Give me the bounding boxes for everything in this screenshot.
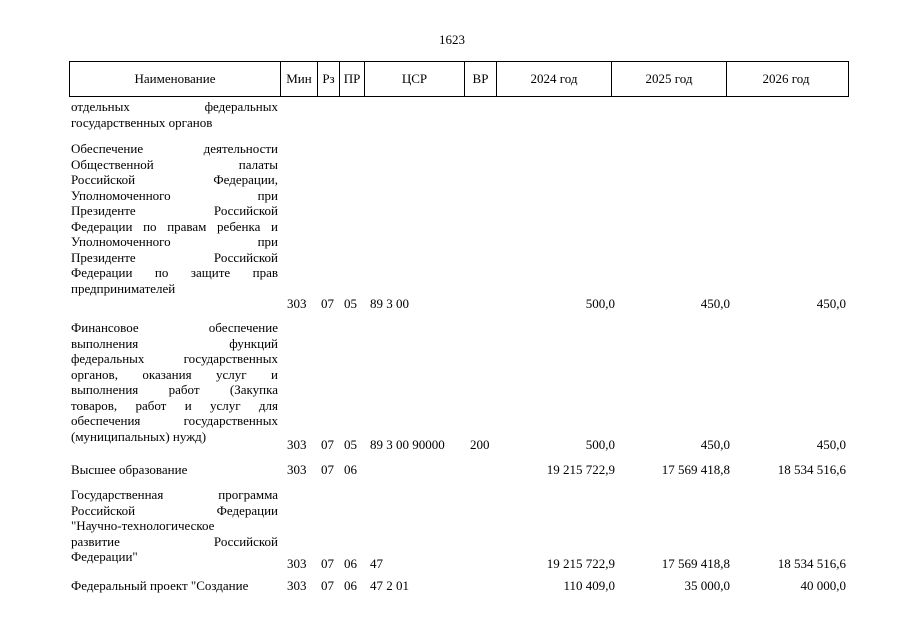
cell-rz: 07 xyxy=(321,437,334,452)
cell-2026: 18 534 516,6 xyxy=(777,556,846,571)
cell-2025: 35 000,0 xyxy=(684,578,730,593)
cell-pr: 06 xyxy=(344,578,357,593)
header-2024: 2024 год xyxy=(497,62,612,96)
cell-2024: 500,0 xyxy=(585,437,615,452)
header-rz: Рз xyxy=(318,62,340,96)
cell-2026: 450,0 xyxy=(816,296,846,311)
cell-csr: 47 2 01 xyxy=(370,578,409,593)
cell-csr: 89 3 00 xyxy=(370,296,409,311)
header-vr: ВР xyxy=(465,62,497,96)
cell-2026: 18 534 516,6 xyxy=(777,462,846,477)
cell-csr: 47 xyxy=(370,556,383,571)
cell-min: 303 xyxy=(287,578,307,593)
row-name-line: федеральных государственных xyxy=(71,351,278,366)
cell-2025: 450,0 xyxy=(700,296,730,311)
cell-2024: 19 215 722,9 xyxy=(546,462,615,477)
cell-2024: 500,0 xyxy=(585,296,615,311)
row-name-line: Высшее образование xyxy=(71,462,188,477)
row-name-line: развитие Российской xyxy=(71,533,278,549)
cell-rz: 07 xyxy=(321,578,334,593)
cell-pr: 06 xyxy=(344,556,357,571)
table-header xyxy=(69,61,849,97)
row-name xyxy=(71,578,278,594)
row-name-line: товаров, работ и услуг для xyxy=(71,397,278,413)
header-2026: 2026 год xyxy=(762,71,810,86)
cell-2024: 110 409,0 xyxy=(563,578,615,593)
cell-min: 303 xyxy=(287,462,307,477)
row-name-line: выполнения работ (Закупка xyxy=(71,382,278,397)
row-name-line: Российской Федерации xyxy=(71,502,278,518)
row-name-line: Федерации по защите прав xyxy=(71,265,278,280)
cell-2026: 450,0 xyxy=(816,437,846,452)
row-name-line: "Научно-технологическое xyxy=(71,518,215,533)
row-name-line: Общественной палаты xyxy=(71,156,278,172)
header-pr: ПР xyxy=(340,62,365,96)
row-name xyxy=(71,99,278,130)
cell-rz: 07 xyxy=(321,462,334,477)
row-name xyxy=(71,320,278,444)
row-name-line: Президенте Российской xyxy=(71,249,278,265)
row-name-line: предпринимателей xyxy=(71,280,176,296)
header-name: Наименование xyxy=(70,62,281,96)
row-name xyxy=(71,462,278,478)
row-name-line: Уполномоченного при xyxy=(71,234,278,249)
row-name-line: Обеспечение деятельности xyxy=(71,141,278,156)
row-name-line: (муниципальных) нужд) xyxy=(71,428,207,444)
row-name-line: Федерации по правам ребенка и xyxy=(71,218,278,234)
row-name-line: государственных органов xyxy=(71,114,213,130)
row-name-line: обеспечения государственных xyxy=(71,413,278,428)
cell-min: 303 xyxy=(287,437,307,452)
cell-2025: 17 569 418,8 xyxy=(661,462,730,477)
cell-2024: 19 215 722,9 xyxy=(546,556,615,571)
cell-pr: 05 xyxy=(344,437,357,452)
row-name xyxy=(71,487,278,565)
header-csr: ЦСР xyxy=(365,62,465,96)
cell-2025: 450,0 xyxy=(700,437,730,452)
cell-2026: 40 000,0 xyxy=(800,578,846,593)
row-name-line: выполнения функций xyxy=(71,335,278,351)
cell-min: 303 xyxy=(287,556,307,571)
cell-pr: 05 xyxy=(344,296,357,311)
header-min: Мин xyxy=(281,62,318,96)
row-name-line: Финансовое обеспечение xyxy=(71,320,278,335)
cell-csr: 89 3 00 90000 xyxy=(370,437,445,452)
cell-rz: 07 xyxy=(321,556,334,571)
cell-rz: 07 xyxy=(321,296,334,311)
row-name-line: Федерации" xyxy=(71,549,138,564)
cell-2025: 17 569 418,8 xyxy=(661,556,730,571)
page-number: 1623 xyxy=(439,32,465,47)
row-name-line: Президенте Российской xyxy=(71,203,278,218)
row-name-line: Федеральный проект "Создание xyxy=(71,578,249,593)
header-2025: 2025 год xyxy=(612,62,727,96)
row-name-line: Уполномоченного при xyxy=(71,187,278,203)
row-name-line: органов, оказания услуг и xyxy=(71,366,278,382)
row-name-line: Российской Федерации, xyxy=(71,172,278,187)
row-name-line: Государственная программа xyxy=(71,487,278,502)
row-name xyxy=(71,141,278,296)
cell-min: 303 xyxy=(287,296,307,311)
row-name-line: отдельных федеральных xyxy=(71,99,278,114)
cell-pr: 06 xyxy=(344,462,357,477)
cell-vr: 200 xyxy=(470,437,490,452)
